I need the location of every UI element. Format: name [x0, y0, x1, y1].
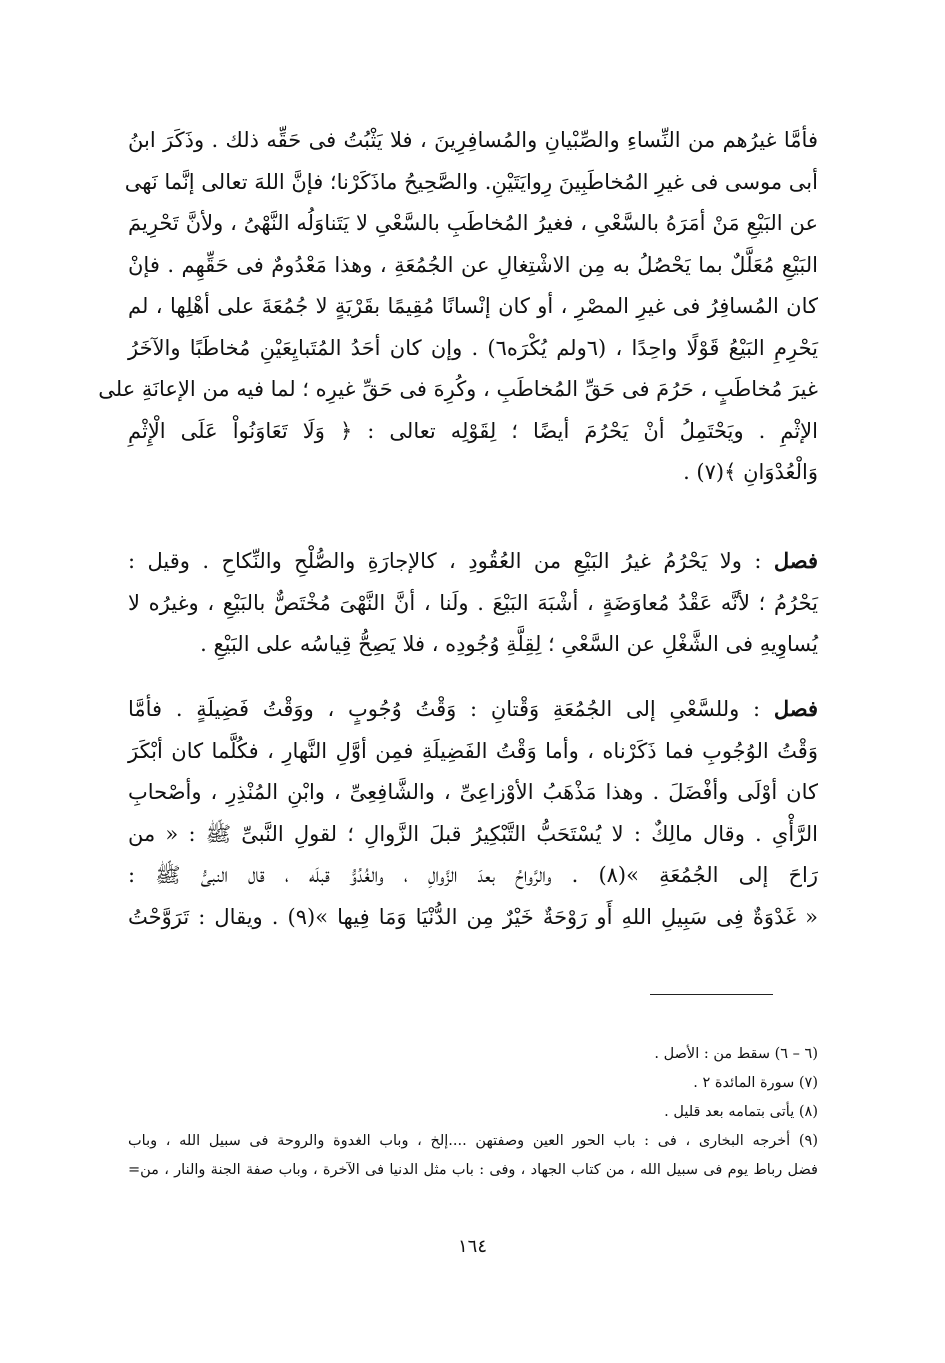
- footnote: (٧) سورة المائدة ٢ .: [693, 1075, 818, 1091]
- footnote: (٨) يأتى بتمامه بعد قليل .: [664, 1104, 818, 1120]
- text-line: عن البَيْعِ مَنْ أمَرَهُ بالسَّعْىِ ، فغيرُ المُخاطَبِ بالسَّعْىِ لا يَتَناوَلُه النَّهْىُ ، ولأنَّ تَحْرِيمَ: [128, 211, 818, 235]
- text-line: البَيْعِ مُعَلَّلٌ بما يَحْصُلُ به مِن الاشْتِغالِ عن الجُمُعَةِ ، وهذا مَعْدُومٌ فى حَقِّهِم . فإنْ: [128, 252, 818, 277]
- paragraph-2: [128, 540, 818, 666]
- section-heading: فصل: [773, 548, 818, 573]
- text-line: كان المُسافِرُ فى غيرِ المصْرِ ، أو كان إنْسانًا مُقِيمًا بقَرْيَةٍ لا جُمُعَةَ على أهْلِها ، لم: [128, 294, 818, 318]
- text-line: كان أوْلَى وأفْضَلَ . وهذا مَذْهَبُ الأوْزاعِىِّ ، والشَّافِعِىِّ ، وابْنِ المُنْذِرِ ، وأصْحابِ: [128, 780, 818, 804]
- footnote-divider: [650, 994, 773, 995]
- text-run: : ولا يَحْرُمُ غيرُ البَيْعِ من العُقُودِ ، كالإجارَةِ والصُّلْحِ والنِّكاحِ . وقيل :: [128, 549, 774, 573]
- text-line: أبى موسى فى غيرِ المُخاطَبِينَ رِوايَتَيْنِ. والصَّحِيحُ ماذَكَرْنا؛ فإنَّ اللهَ تعالى إنَّما نَهى: [124, 169, 818, 194]
- paragraph-1: [98, 120, 818, 494]
- text-line: رَاحَ إلى الجُمُعَةِ »(٨) . والرَّواحُ بعدَ الزَّوالِ ، والغُدُوُّ قبلَه ، قال النبىُّ ﷺ :: [128, 863, 818, 887]
- text-line: [128, 688, 818, 731]
- text-line: يُساوِيهِ فى الشَّغْلِ عن السَّعْىِ ؛ لِقِلَّةِ وُجُودِه ، فلا يَصِحُّ قِياسُه على البَيْعِ .: [200, 632, 818, 656]
- text-line: [128, 540, 818, 583]
- section-heading: فصل: [773, 696, 818, 721]
- text-line: وَالْعُدْوَانِ ﴾(٧) .: [683, 460, 818, 484]
- text-line: الإثْمِ . ويَحْتَمِلُ أنْ يَحْرُمَ أيضًا ؛ لِقَوْلِه تعالى : ﴿ وَلَا تَعَاوَنُواْ عَلَى الْإِثْمِ: [128, 418, 818, 443]
- text-line: يَحْرِمِ البَيْعُ قَوْلًا واحِدًا ، (٦ولم يُكْرَه٦) . وإن كان أحَدُ المُتَبايِعَيْنِ مُخاطَبًا والآخَرُ: [128, 335, 818, 360]
- footnotes: [128, 1040, 818, 1185]
- paragraph-3: [128, 688, 818, 938]
- text-line: « غَدْوَةٌ فِى سَبِيلِ اللهِ أَو رَوْحَةٌ خَيْرٌ مِن الدُّنْيَا وَمَا فِيها »(٩) . ويقال : تَرَوَّحْتُ: [128, 904, 819, 929]
- text-line: وَقْتُ الوُجُوبِ فما ذَكَرْناه ، وأما وَقْتُ الفَضِيلَةِ فمِن أوَّلِ النَّهارِ ، فكُلَّما كان أبْكَرَ: [128, 738, 818, 763]
- text-line: غيرَ مُخاطَبٍ ، حَرُمَ فى حَقِّ المُخاطَبِ ، وكُرِهَ فى حَقِّ غيرِه ؛ لما فيه من الإعانَةِ على: [98, 377, 818, 401]
- footnote: (٩) أخرجه البخارى ، فى : باب الحور العين وصفتهن ....إلخ ، وباب الغدوة والروحة فى سبيل الله ، وباب: [128, 1133, 818, 1149]
- text-line: فأمَّا غيرُهم من النِّساءِ والصِّبْيانِ والمُسافِرِينَ ، فلا يَثْبُتُ فى حَقِّه ذلك . وذَكَرَ ابنُ: [128, 128, 818, 152]
- text-run: : وللسَّعْىِ إلى الجُمُعَةِ وَقْتانِ : وَقْتُ وُجُوبٍ ، ووَقْتُ فَضِيلَةٍ . فأمَّا: [128, 697, 774, 721]
- footnote-continuation: فضل رباط يوم فى سبيل الله ، من كتاب الجهاد ، وفى : باب مثل الدنيا فى الآخرة ، وباب صفة الجنة والنار ، من=: [128, 1162, 818, 1178]
- footnote: (٦ – ٦) سقط من : الأصل .: [654, 1046, 818, 1062]
- page-number: ١٦٤: [457, 1236, 487, 1257]
- text-line: يَحْرُمُ ؛ لأنَّه عَقْدُ مُعاوَضَةٍ ، أشْبَهَ البَيْعَ . ولَنا ، أنَّ النَّهْىَ مُخْتَصٌّ بالبَيْعِ ، وغيرُه لا: [128, 590, 818, 615]
- text-line: الرَّأْىِ . وقال مالِكٌ : لا يُسْتَحَبُّ التَّبْكِيرُ قبلَ الزَّوالِ ؛ لقولِ النَّبىِّ ﷺ : « من: [128, 821, 818, 846]
